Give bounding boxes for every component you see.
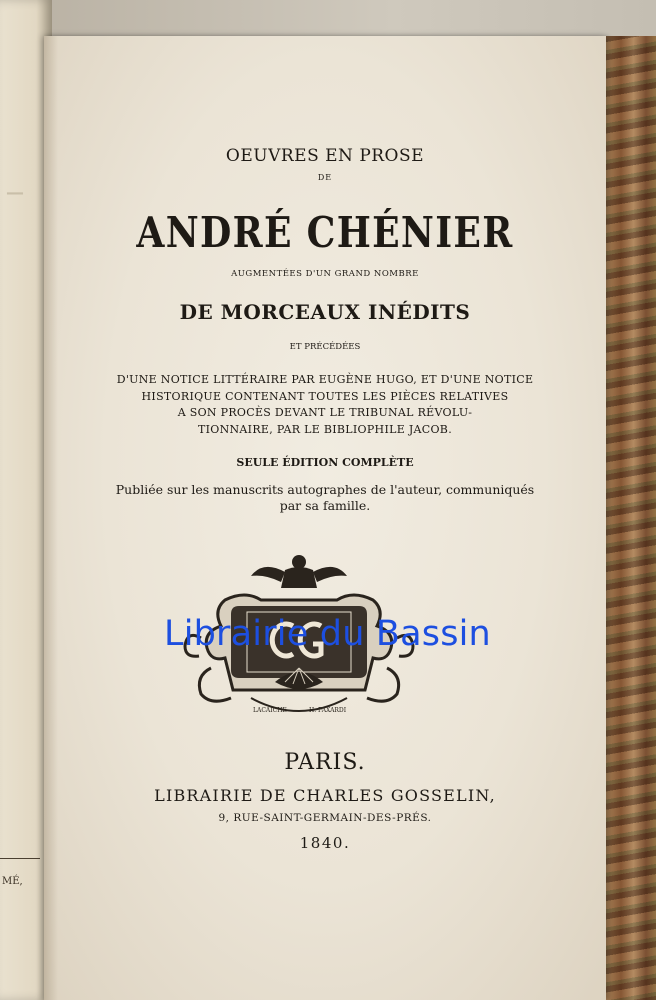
- imprint-city: PARIS.: [284, 750, 366, 775]
- page-rule: [0, 858, 40, 859]
- title-page: [44, 36, 606, 1000]
- edition-statement: SEULE ÉDITION COMPLÈTE: [236, 456, 414, 469]
- book-binding-edge: [606, 36, 656, 1000]
- publication-line: Publiée sur les manuscrits autographes de l'auteur, communiqués: [115, 482, 535, 497]
- author-name: ANDRÉ CHÉNIER: [136, 208, 514, 257]
- publication-line: par sa famille.: [279, 498, 371, 513]
- notice-line: TIONNAIRE, PAR LE BIBLIOPHILE JACOB.: [197, 422, 452, 436]
- subtitle-line-2: DE MORCEAUX INÉDITS: [179, 300, 471, 324]
- engraver-left: LACAICHE: [253, 707, 287, 714]
- facing-page-fragment: MÉ,: [2, 876, 23, 887]
- publication-note: [44, 482, 606, 514]
- imprint-year: 1840.: [299, 834, 351, 852]
- notice-line: A SON PROCÈS DEVANT LE TRIBUNAL RÉVOLU-: [177, 406, 473, 419]
- subtitle-line-1: AUGMENTÉES D'UN GRAND NOMBRE: [231, 269, 419, 279]
- work-title: OEUVRES EN PROSE: [225, 146, 425, 166]
- engraver-right: H. FAXARDI: [309, 707, 347, 714]
- imprint-address: 9, RUE-SAINT-GERMAIN-DES-PRÉS.: [218, 812, 432, 824]
- imprint-publisher: LIBRAIRIE DE CHARLES GOSSELIN,: [154, 786, 496, 805]
- notice-line: HISTORIQUE CONTENANT TOUTES LES PIÈCES RELATIVES: [141, 389, 509, 403]
- notice-line: D'UNE NOTICE LITTÉRAIRE PAR EUGÈNE HUGO, ET D'UNE NOTICE: [116, 373, 534, 386]
- preposition: DE: [317, 173, 333, 182]
- notice-paragraph: [44, 372, 606, 438]
- subtitle-line-3: ET PRÉCÉDÉES: [289, 342, 361, 352]
- show-through-text: —: [6, 182, 24, 203]
- bookseller-watermark: Librairie du Bassin: [164, 614, 491, 654]
